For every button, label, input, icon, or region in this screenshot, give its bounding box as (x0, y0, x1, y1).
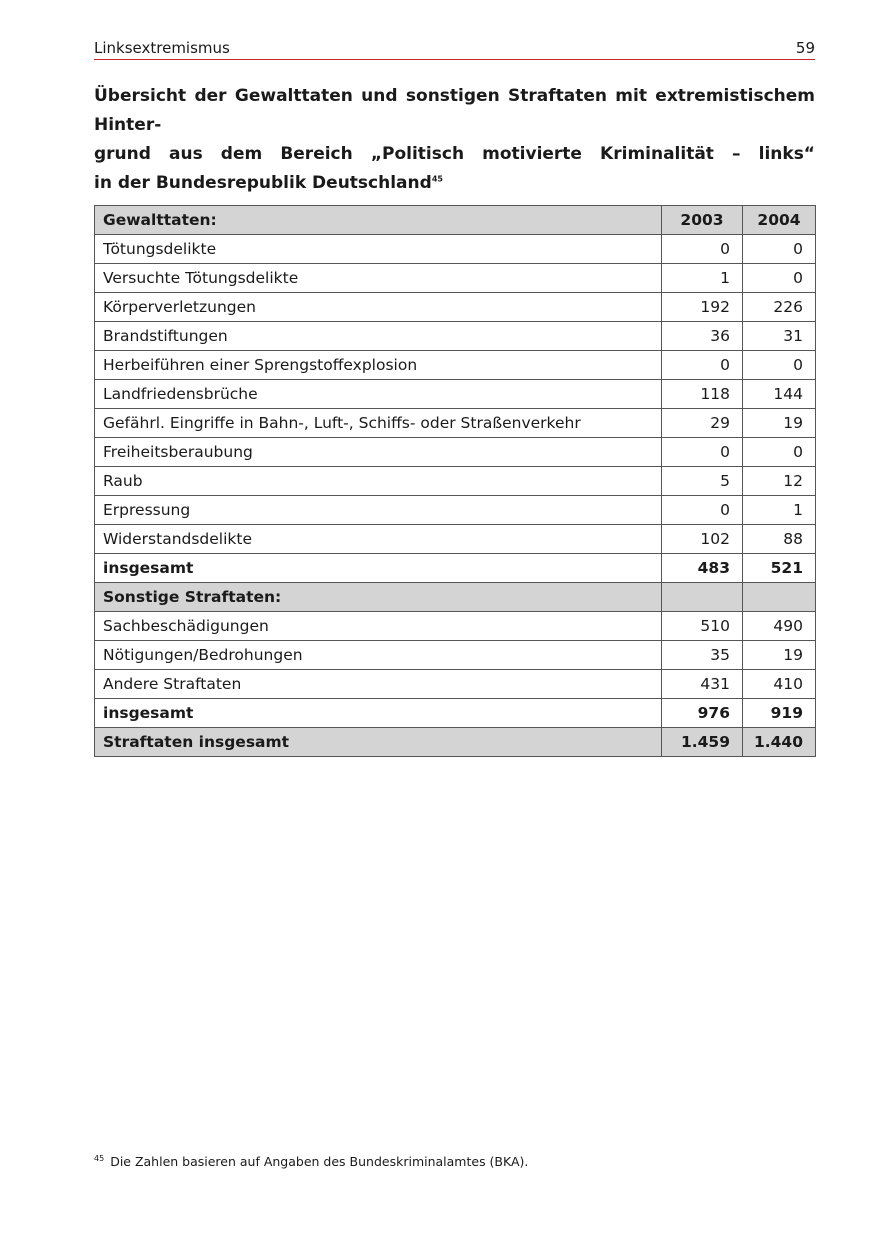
row-label: Nötigungen/Bedrohungen (95, 641, 662, 670)
title-line-3 (94, 169, 815, 198)
row-value-2003: 102 (662, 525, 743, 554)
year-2004-header: 2004 (743, 206, 816, 235)
row-label: Widerstandsdelikte (95, 525, 662, 554)
table-row (95, 467, 816, 496)
row-value-2003: 0 (662, 235, 743, 264)
row-value-2003: 431 (662, 670, 743, 699)
row-value-2004: 1 (743, 496, 816, 525)
row-value-2003: 510 (662, 612, 743, 641)
row-value-2004: 0 (743, 235, 816, 264)
row-label: Gefährl. Eingriffe in Bahn-, Luft-, Schiffs- oder Straßenverkehr (95, 409, 662, 438)
table-row (95, 525, 816, 554)
row-label: Sachbeschädigungen (95, 612, 662, 641)
row-value-2004: 919 (743, 699, 816, 728)
row-label: Andere Straftaten (95, 670, 662, 699)
table-body (95, 206, 816, 757)
row-value-2003: 1.459 (662, 728, 743, 757)
table-row (95, 670, 816, 699)
table-row (95, 235, 816, 264)
row-value-2004: 12 (743, 467, 816, 496)
row-value-2003: 36 (662, 322, 743, 351)
row-value-2004: 144 (743, 380, 816, 409)
row-value-2003 (662, 583, 743, 612)
footnote (94, 1150, 815, 1171)
row-label: Sonstige Straftaten: (95, 583, 662, 612)
row-value-2003: 35 (662, 641, 743, 670)
other-total-row (95, 699, 816, 728)
violent-total-row (95, 554, 816, 583)
other-header-row (95, 583, 816, 612)
footnote-mark: 45 (94, 1154, 105, 1163)
grand-total-row (95, 728, 816, 757)
row-label: Straftaten insgesamt (95, 728, 662, 757)
table-row (95, 264, 816, 293)
table-title (94, 82, 815, 198)
row-value-2003: 29 (662, 409, 743, 438)
row-label: Erpressung (95, 496, 662, 525)
row-value-2004: 31 (743, 322, 816, 351)
row-label: Körperverletzungen (95, 293, 662, 322)
row-value-2003: 1 (662, 264, 743, 293)
row-value-2004: 410 (743, 670, 816, 699)
title-line-2: grund aus dem Bereich „Politisch motivierte Kriminalität – links“ (94, 144, 815, 164)
row-label: Landfriedensbrüche (95, 380, 662, 409)
table-row (95, 351, 816, 380)
row-label: insgesamt (95, 699, 662, 728)
title-footnote-ref: 45 (431, 174, 443, 184)
row-label: insgesamt (95, 554, 662, 583)
table-row (95, 322, 816, 351)
row-value-2003: 118 (662, 380, 743, 409)
table-row (95, 380, 816, 409)
crime-statistics-table (94, 205, 816, 757)
row-value-2004: 19 (743, 409, 816, 438)
footnote-text: Die Zahlen basieren auf Angaben des Bundeskriminalamtes (BKA). (110, 1154, 529, 1170)
table-row (95, 438, 816, 467)
running-header (94, 38, 815, 60)
row-label: Tötungsdelikte (95, 235, 662, 264)
row-value-2003: 483 (662, 554, 743, 583)
row-value-2004: 226 (743, 293, 816, 322)
row-value-2003: 976 (662, 699, 743, 728)
table-row (95, 612, 816, 641)
row-value-2003: 0 (662, 438, 743, 467)
row-value-2003: 192 (662, 293, 743, 322)
row-value-2004: 88 (743, 525, 816, 554)
violent-heading: Gewalttaten: (95, 206, 662, 235)
table-row (95, 496, 816, 525)
row-value-2003: 0 (662, 496, 743, 525)
row-value-2004 (743, 583, 816, 612)
row-label: Freiheitsberaubung (95, 438, 662, 467)
row-value-2003: 0 (662, 351, 743, 380)
row-label: Herbeiführen einer Sprengstoffexplosion (95, 351, 662, 380)
title-line-3-text: in der Bundesrepublik Deutschland (94, 173, 432, 193)
row-value-2004: 19 (743, 641, 816, 670)
violent-header-row (95, 206, 816, 235)
row-value-2004: 521 (743, 554, 816, 583)
table-row (95, 641, 816, 670)
page-number: 59 (795, 39, 815, 57)
row-value-2004: 490 (743, 612, 816, 641)
row-value-2004: 0 (743, 438, 816, 467)
row-value-2004: 0 (743, 351, 816, 380)
row-value-2004: 0 (743, 264, 816, 293)
title-line-1: Übersicht der Gewalttaten und sonstigen Straftaten mit extremistischem Hinter- (94, 86, 815, 135)
year-2003-header: 2003 (662, 206, 743, 235)
row-value-2004: 1.440 (743, 728, 816, 757)
table-row (95, 409, 816, 438)
table-row (95, 293, 816, 322)
row-label: Brandstiftungen (95, 322, 662, 351)
section-title: Linksextremismus (94, 39, 230, 57)
row-label: Raub (95, 467, 662, 496)
row-value-2003: 5 (662, 467, 743, 496)
row-label: Versuchte Tötungsdelikte (95, 264, 662, 293)
